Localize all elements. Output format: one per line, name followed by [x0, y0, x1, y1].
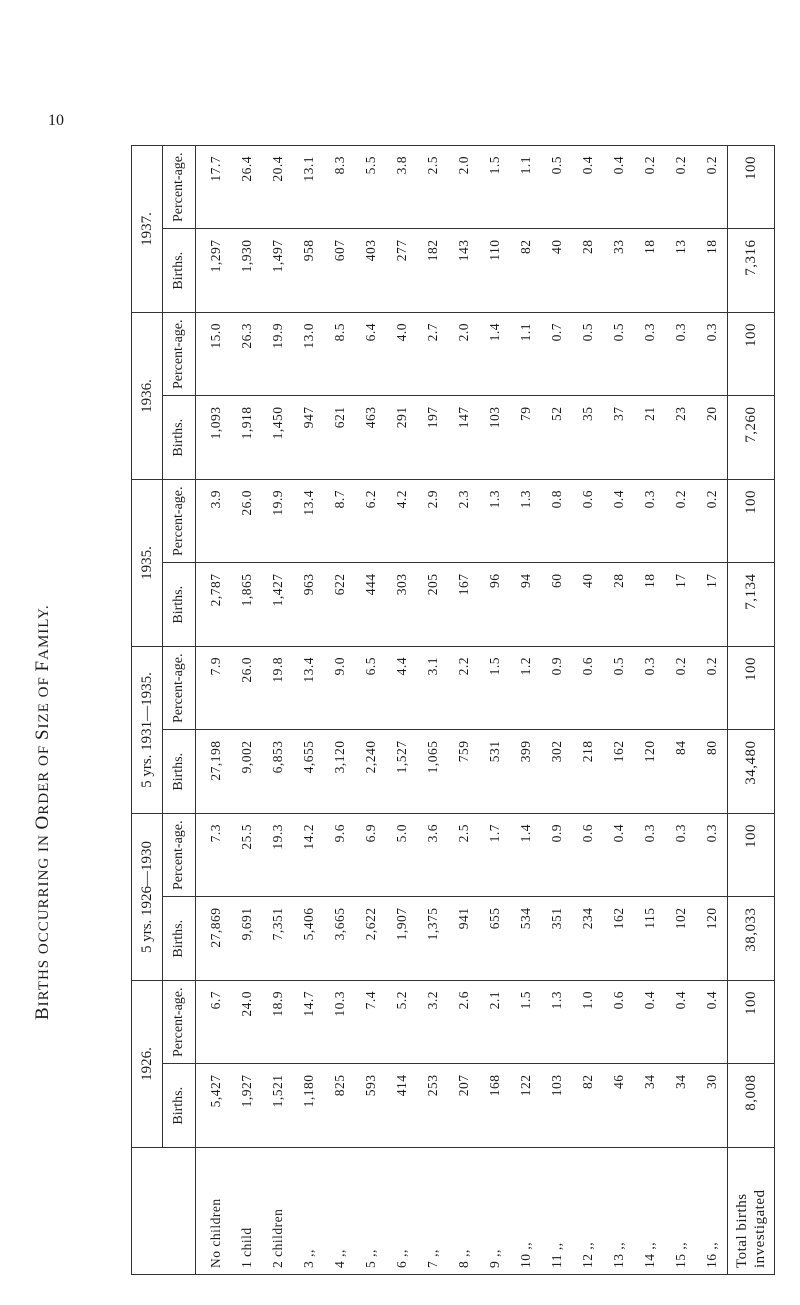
births-cell: 302	[541, 730, 572, 814]
percentage-cell: 6.9	[355, 814, 386, 898]
births-cell: 4,655	[293, 730, 324, 814]
births-cell: 162	[603, 897, 634, 981]
percentage-cell: 0.8	[541, 480, 572, 564]
births-cell: 207	[448, 1064, 479, 1148]
births-cell: 103	[479, 396, 510, 480]
percentage-cell: 13.4	[293, 480, 324, 564]
percentage-cell: 19.9	[262, 480, 293, 564]
births-cell: 1,093	[196, 396, 232, 480]
percentage-column-header: Percent-age.	[163, 313, 196, 397]
title-part-2: RDER OF	[36, 740, 52, 815]
percentage-cell: 13.0	[293, 313, 324, 397]
births-cell: 351	[541, 897, 572, 981]
table-row	[479, 146, 510, 1275]
births-cell: 291	[386, 396, 417, 480]
percentage-cell: 1.1	[510, 146, 541, 230]
births-cell: 17	[665, 563, 696, 647]
births-cell: 1,450	[262, 396, 293, 480]
row-label: 8 ,,	[448, 1148, 479, 1275]
total-percentage-cell: 100	[728, 480, 775, 564]
percentage-cell: 3.8	[386, 146, 417, 230]
row-label: 11 ,,	[541, 1148, 572, 1275]
births-cell: 399	[510, 730, 541, 814]
title-part-4: AMILY.	[36, 604, 52, 660]
percentage-cell: 20.4	[262, 146, 293, 230]
births-cell: 1,865	[231, 563, 262, 647]
percentage-cell: 6.5	[355, 647, 386, 731]
percentage-column-header: Percent-age.	[163, 146, 196, 230]
births-cell: 82	[572, 1064, 603, 1148]
percentage-cell: 2.3	[448, 480, 479, 564]
percentage-cell: 1.5	[510, 981, 541, 1065]
total-label-line-1: Total births	[734, 1193, 750, 1268]
births-cell: 1,918	[231, 396, 262, 480]
percentage-cell: 17.7	[196, 146, 232, 230]
total-births-cell: 7,134	[728, 563, 775, 647]
births-column-header: Births.	[163, 229, 196, 313]
births-cell: 1,375	[417, 897, 448, 981]
births-cell: 963	[293, 563, 324, 647]
percentage-cell: 25.5	[231, 814, 262, 898]
percentage-cell: 0.2	[665, 480, 696, 564]
row-label: 16 ,,	[696, 1148, 728, 1275]
percentage-cell: 7.9	[196, 647, 232, 731]
row-label: 1 child	[231, 1148, 262, 1275]
percentage-cell: 2.7	[417, 313, 448, 397]
births-cell: 27,198	[196, 730, 232, 814]
births-cell: 34	[634, 1064, 665, 1148]
percentage-cell: 0.3	[634, 313, 665, 397]
table-row	[665, 146, 696, 1275]
births-cell: 60	[541, 563, 572, 647]
percentage-cell: 1.5	[479, 647, 510, 731]
births-cell: 94	[510, 563, 541, 647]
births-cell: 759	[448, 730, 479, 814]
births-cell: 622	[324, 563, 355, 647]
row-label: 3 ,,	[293, 1148, 324, 1275]
births-cell: 35	[572, 396, 603, 480]
births-cell: 947	[293, 396, 324, 480]
percentage-cell: 26.3	[231, 313, 262, 397]
table-row	[196, 146, 232, 1275]
title-initial-b: B	[32, 1006, 53, 1020]
births-cell: 607	[324, 229, 355, 313]
percentage-cell: 1.1	[510, 313, 541, 397]
percentage-cell: 26.4	[231, 146, 262, 230]
table-row	[293, 146, 324, 1275]
percentage-cell: 3.6	[417, 814, 448, 898]
table-corner	[132, 1148, 196, 1275]
percentage-cell: 5.5	[355, 146, 386, 230]
births-cell: 463	[355, 396, 386, 480]
percentage-cell: 0.6	[572, 480, 603, 564]
percentage-cell: 0.2	[665, 146, 696, 230]
births-cell: 46	[603, 1064, 634, 1148]
births-cell: 958	[293, 229, 324, 313]
table-row	[448, 146, 479, 1275]
percentage-cell: 2.6	[448, 981, 479, 1065]
percentage-cell: 0.4	[634, 981, 665, 1065]
period-header: 1936.	[132, 313, 163, 480]
births-cell: 30	[696, 1064, 728, 1148]
percentage-cell: 0.2	[696, 647, 728, 731]
percentage-cell: 19.3	[262, 814, 293, 898]
births-cell: 21	[634, 396, 665, 480]
percentage-cell: 0.4	[665, 981, 696, 1065]
page-title	[32, 604, 54, 1020]
table-row	[603, 146, 634, 1275]
percentage-cell: 0.3	[665, 313, 696, 397]
percentage-cell: 3.2	[417, 981, 448, 1065]
births-cell: 18	[696, 229, 728, 313]
percentage-cell: 0.9	[541, 814, 572, 898]
percentage-cell: 6.7	[196, 981, 232, 1065]
births-cell: 277	[386, 229, 417, 313]
percentage-cell: 5.2	[386, 981, 417, 1065]
births-cell: 444	[355, 563, 386, 647]
percentage-cell: 0.3	[634, 480, 665, 564]
percentage-cell: 0.4	[603, 814, 634, 898]
births-cell: 197	[417, 396, 448, 480]
table-row	[355, 146, 386, 1275]
births-cell: 40	[541, 229, 572, 313]
percentage-column-header: Percent-age.	[163, 647, 196, 731]
percentage-cell: 7.4	[355, 981, 386, 1065]
row-label: 6 ,,	[386, 1148, 417, 1275]
period-header: 1935.	[132, 480, 163, 647]
births-cell: 40	[572, 563, 603, 647]
total-label-line-2: investigated	[752, 1189, 768, 1268]
births-cell: 120	[696, 897, 728, 981]
percentage-column-header: Percent-age.	[163, 814, 196, 898]
percentage-cell: 9.6	[324, 814, 355, 898]
births-cell: 6,853	[262, 730, 293, 814]
births-column-header: Births.	[163, 396, 196, 480]
births-cell: 28	[572, 229, 603, 313]
births-cell: 18	[634, 563, 665, 647]
percentage-cell: 8.7	[324, 480, 355, 564]
percentage-cell: 19.9	[262, 313, 293, 397]
percentage-cell: 0.3	[634, 647, 665, 731]
total-births-cell: 38,033	[728, 897, 775, 981]
table-body	[196, 146, 775, 1275]
percentage-cell: 13.1	[293, 146, 324, 230]
percentage-cell: 2.5	[417, 146, 448, 230]
percentage-cell: 7.3	[196, 814, 232, 898]
percentage-cell: 2.1	[479, 981, 510, 1065]
births-cell: 115	[634, 897, 665, 981]
births-cell: 143	[448, 229, 479, 313]
percentage-cell: 0.9	[541, 647, 572, 731]
births-cell: 52	[541, 396, 572, 480]
births-cell: 9,691	[231, 897, 262, 981]
births-cell: 1,930	[231, 229, 262, 313]
title-initial-o: O	[32, 814, 53, 830]
row-label: 10 ,,	[510, 1148, 541, 1275]
table-row	[696, 146, 728, 1275]
births-cell: 534	[510, 897, 541, 981]
period-header: 5 yrs. 1926—1930	[132, 814, 163, 981]
percentage-cell: 10.3	[324, 981, 355, 1065]
births-column-header: Births.	[163, 563, 196, 647]
births-cell: 1,297	[196, 229, 232, 313]
title-part-1: IRTHS OCCURRING IN	[36, 829, 52, 1007]
percentage-cell: 8.3	[324, 146, 355, 230]
percentage-cell: 26.0	[231, 480, 262, 564]
table-row	[634, 146, 665, 1275]
percentage-cell: 0.4	[603, 146, 634, 230]
table-row	[262, 146, 293, 1275]
total-births-cell: 7,260	[728, 396, 775, 480]
percentage-cell: 3.1	[417, 647, 448, 731]
births-cell: 3,665	[324, 897, 355, 981]
total-births-cell: 8,008	[728, 1064, 775, 1148]
percentage-cell: 0.3	[634, 814, 665, 898]
percentage-cell: 1.4	[479, 313, 510, 397]
percentage-cell: 0.5	[541, 146, 572, 230]
births-cell: 1,497	[262, 229, 293, 313]
percentage-cell: 0.2	[634, 146, 665, 230]
births-cell: 7,351	[262, 897, 293, 981]
percentage-column-header: Percent-age.	[163, 981, 196, 1065]
births-cell: 80	[696, 730, 728, 814]
percentage-cell: 0.6	[572, 814, 603, 898]
percentage-cell: 0.6	[603, 981, 634, 1065]
percentage-cell: 1.4	[510, 814, 541, 898]
births-cell: 122	[510, 1064, 541, 1148]
births-cell: 941	[448, 897, 479, 981]
births-cell: 18	[634, 229, 665, 313]
births-cell: 1,927	[231, 1064, 262, 1148]
births-cell: 37	[603, 396, 634, 480]
table-row	[417, 146, 448, 1275]
row-label: 15 ,,	[665, 1148, 696, 1275]
births-cell: 531	[479, 730, 510, 814]
total-percentage-cell: 100	[728, 313, 775, 397]
percentage-cell: 1.2	[510, 647, 541, 731]
births-cell: 621	[324, 396, 355, 480]
births-cell: 27,869	[196, 897, 232, 981]
births-cell: 1,907	[386, 897, 417, 981]
percentage-cell: 0.4	[572, 146, 603, 230]
percentage-cell: 2.2	[448, 647, 479, 731]
percentage-cell: 19.8	[262, 647, 293, 731]
period-header: 1937.	[132, 146, 163, 313]
total-percentage-cell: 100	[728, 146, 775, 230]
births-cell: 234	[572, 897, 603, 981]
percentage-cell: 0.3	[696, 313, 728, 397]
percentage-cell: 24.0	[231, 981, 262, 1065]
births-table	[131, 145, 775, 1275]
births-cell: 2,787	[196, 563, 232, 647]
births-cell: 20	[696, 396, 728, 480]
births-cell: 79	[510, 396, 541, 480]
percentage-cell: 6.2	[355, 480, 386, 564]
births-cell: 593	[355, 1064, 386, 1148]
percentage-cell: 1.7	[479, 814, 510, 898]
percentage-cell: 15.0	[196, 313, 232, 397]
percentage-column-header: Percent-age.	[163, 480, 196, 564]
births-cell: 2,622	[355, 897, 386, 981]
percentage-cell: 0.5	[572, 313, 603, 397]
row-label: 4 ,,	[324, 1148, 355, 1275]
births-cell: 102	[665, 897, 696, 981]
total-births-cell: 34,480	[728, 730, 775, 814]
births-cell: 28	[603, 563, 634, 647]
percentage-cell: 1.3	[541, 981, 572, 1065]
row-label: 14 ,,	[634, 1148, 665, 1275]
births-cell: 84	[665, 730, 696, 814]
percentage-cell: 0.2	[696, 480, 728, 564]
births-cell: 110	[479, 229, 510, 313]
percentage-cell: 0.7	[541, 313, 572, 397]
percentage-cell: 3.9	[196, 480, 232, 564]
title-initial-f: F	[32, 659, 53, 672]
births-cell: 120	[634, 730, 665, 814]
births-cell: 82	[510, 229, 541, 313]
period-header: 1926.	[132, 981, 163, 1148]
percentage-cell: 2.9	[417, 480, 448, 564]
percentage-cell: 0.5	[603, 647, 634, 731]
percentage-cell: 8.5	[324, 313, 355, 397]
table-row	[572, 146, 603, 1275]
percentage-cell: 0.3	[665, 814, 696, 898]
total-percentage-cell: 100	[728, 647, 775, 731]
percentage-cell: 4.0	[386, 313, 417, 397]
percentage-cell: 0.2	[665, 647, 696, 731]
births-cell: 182	[417, 229, 448, 313]
total-births-cell: 7,316	[728, 229, 775, 313]
row-label: 9 ,,	[479, 1148, 510, 1275]
births-cell: 13	[665, 229, 696, 313]
percentage-cell: 13.4	[293, 647, 324, 731]
births-cell: 5,406	[293, 897, 324, 981]
percentage-cell: 18.9	[262, 981, 293, 1065]
births-cell: 1,065	[417, 730, 448, 814]
births-cell: 825	[324, 1064, 355, 1148]
births-cell: 96	[479, 563, 510, 647]
page-number: 10	[48, 112, 64, 129]
births-cell: 3,120	[324, 730, 355, 814]
births-column-header: Births.	[163, 897, 196, 981]
percentage-cell: 1.3	[510, 480, 541, 564]
births-cell: 9,002	[231, 730, 262, 814]
percentage-cell: 1.5	[479, 146, 510, 230]
percentage-cell: 1.0	[572, 981, 603, 1065]
births-cell: 253	[417, 1064, 448, 1148]
births-cell: 205	[417, 563, 448, 647]
births-cell: 2,240	[355, 730, 386, 814]
total-row	[728, 146, 775, 1275]
row-label: 5 ,,	[355, 1148, 386, 1275]
row-label: No children	[196, 1148, 232, 1275]
births-cell: 33	[603, 229, 634, 313]
row-label: 13 ,,	[603, 1148, 634, 1275]
row-label: 2 children	[262, 1148, 293, 1275]
percentage-cell: 0.4	[603, 480, 634, 564]
births-cell: 218	[572, 730, 603, 814]
table-row	[510, 146, 541, 1275]
percentage-cell: 2.0	[448, 313, 479, 397]
title-initial-s: S	[32, 728, 53, 741]
percentage-cell: 1.3	[479, 480, 510, 564]
percentage-cell: 2.5	[448, 814, 479, 898]
total-label	[728, 1148, 775, 1275]
births-table-rotated	[131, 145, 768, 1275]
births-cell: 23	[665, 396, 696, 480]
births-cell: 103	[541, 1064, 572, 1148]
births-cell: 1,180	[293, 1064, 324, 1148]
percentage-cell: 6.4	[355, 313, 386, 397]
percentage-cell: 26.0	[231, 647, 262, 731]
total-percentage-cell: 100	[728, 981, 775, 1065]
table-row	[231, 146, 262, 1275]
percentage-cell: 0.5	[603, 313, 634, 397]
period-header: 5 yrs. 1931—1935.	[132, 647, 163, 814]
percentage-cell: 0.3	[696, 814, 728, 898]
births-cell: 414	[386, 1064, 417, 1148]
row-label: 7 ,,	[417, 1148, 448, 1275]
total-percentage-cell: 100	[728, 814, 775, 898]
table-row	[541, 146, 572, 1275]
births-cell: 403	[355, 229, 386, 313]
percentage-cell: 14.7	[293, 981, 324, 1065]
births-cell: 1,521	[262, 1064, 293, 1148]
births-cell: 34	[665, 1064, 696, 1148]
percentage-cell: 0.4	[696, 981, 728, 1065]
table-row	[324, 146, 355, 1275]
births-cell: 1,427	[262, 563, 293, 647]
births-cell: 655	[479, 897, 510, 981]
percentage-cell: 2.0	[448, 146, 479, 230]
title-part-3: IZE OF	[36, 671, 52, 729]
births-cell: 17	[696, 563, 728, 647]
sub-header-row	[163, 146, 196, 1275]
table-row	[386, 146, 417, 1275]
percentage-cell: 0.6	[572, 647, 603, 731]
row-label: 12 ,,	[572, 1148, 603, 1275]
percentage-cell: 0.2	[696, 146, 728, 230]
births-cell: 5,427	[196, 1064, 232, 1148]
percentage-cell: 5.0	[386, 814, 417, 898]
births-cell: 167	[448, 563, 479, 647]
percentage-cell: 9.0	[324, 647, 355, 731]
percentage-cell: 14.2	[293, 814, 324, 898]
births-column-header: Births.	[163, 1064, 196, 1148]
births-cell: 147	[448, 396, 479, 480]
births-cell: 303	[386, 563, 417, 647]
births-cell: 162	[603, 730, 634, 814]
percentage-cell: 4.4	[386, 647, 417, 731]
percentage-cell: 4.2	[386, 480, 417, 564]
births-column-header: Births.	[163, 730, 196, 814]
births-cell: 168	[479, 1064, 510, 1148]
births-cell: 1,527	[386, 730, 417, 814]
